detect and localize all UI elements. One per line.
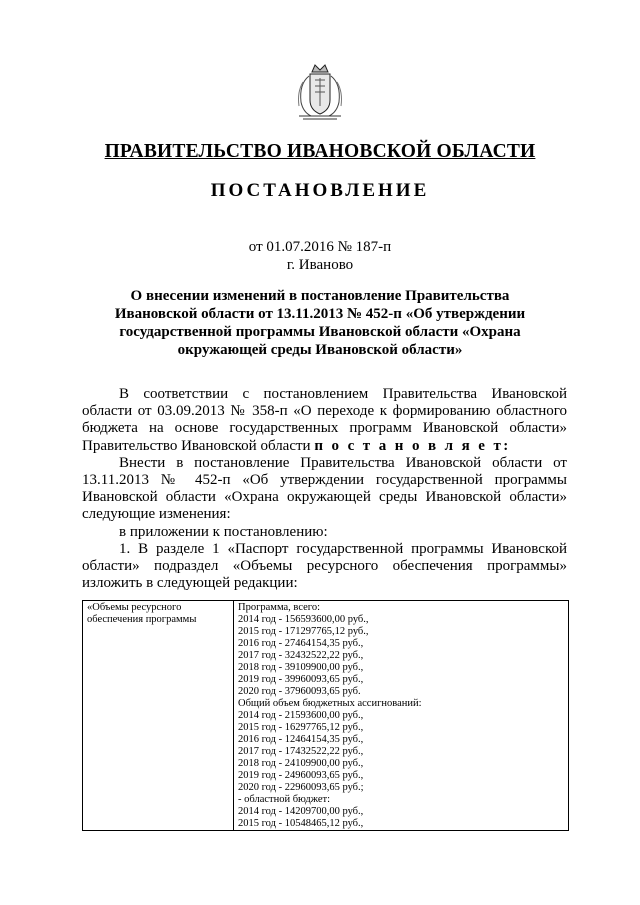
value-line: 2020 год - 37960093,65 руб. xyxy=(238,686,361,697)
subject-line: Ивановской области от 13.11.2013 № 452-п «Об утверждении xyxy=(114,306,526,322)
document-type: ПОСТАНОВЛЕНИЕ xyxy=(210,180,430,201)
value-line: 2016 год - 12464154,35 руб., xyxy=(238,734,364,745)
value-line: 2018 год - 39109900,00 руб., xyxy=(238,662,364,673)
label-line: «Объемы ресурсного xyxy=(87,602,182,613)
value-line: 2018 год - 24109900,00 руб., xyxy=(238,758,364,769)
value-line: 2019 год - 39960093,65 руб., xyxy=(238,674,364,685)
subject-line: О внесении изменений в постановление Правительства xyxy=(130,288,510,304)
organization-title: ПРАВИТЕЛЬСТВО ИВАНОВСКОЙ ОБЛАСТИ xyxy=(104,141,536,162)
table-row xyxy=(83,601,569,831)
city: г. Иваново xyxy=(286,257,354,273)
value-line: 2015 год - 16297765,12 руб., xyxy=(238,722,364,733)
value-line: 2014 год - 14209700,00 руб., xyxy=(238,806,364,817)
value-line: 2015 год - 171297765,12 руб., xyxy=(238,626,369,637)
value-line: 2017 год - 32432522,22 руб., xyxy=(238,650,364,661)
paragraph-appendix: в приложении к постановлению: xyxy=(119,523,328,540)
subject-line: государственной программы Ивановской области «Охрана xyxy=(119,324,521,340)
table-values-cell xyxy=(234,601,569,831)
date-number-block xyxy=(0,238,640,274)
subject-line: окружающей среды Ивановской области» xyxy=(177,342,463,358)
paragraph-preamble xyxy=(82,386,567,455)
paragraph-amend: Внести в постановление Правительства Ивановской области от 13.11.2013 № 452-п «Об утверждении государственной программы Ивановской области «Охрана окружающей среды Ивановской области» следующие изменения: xyxy=(82,454,567,523)
value-line: 2014 год - 156593600,00 руб., xyxy=(238,614,369,625)
value-line: Общий объем бюджетных ассигнований: xyxy=(238,698,422,709)
paragraph-section-1: 1. В разделе 1 «Паспорт государственной программы Ивановской области» подраздел «Объемы ресурсного обеспечения программы» изложить в следующей редакции: xyxy=(82,540,567,592)
document-subject xyxy=(80,287,560,359)
value-line: - областной бюджет: xyxy=(238,794,330,805)
resource-table xyxy=(82,600,569,831)
value-line: 2016 год - 27464154,35 руб., xyxy=(238,638,364,649)
value-line: 2019 год - 24960093,65 руб., xyxy=(238,770,364,781)
value-line: 2017 год - 17432522,22 руб., xyxy=(238,746,364,757)
document-body xyxy=(82,386,567,592)
resolves-word: п о с т а н о в л я е т: xyxy=(314,437,511,454)
value-line: 2015 год - 10548465,12 руб., xyxy=(238,818,364,829)
coat-of-arms-icon xyxy=(293,62,347,122)
date-number: от 01.07.2016 № 187-п xyxy=(248,239,392,255)
label-line: обеспечения программы xyxy=(87,614,197,625)
value-line: Программа, всего: xyxy=(238,602,320,613)
table-label-cell xyxy=(83,601,234,831)
preamble-text: В соответствии с постановлением Правительства Ивановской области от 03.09.2013 № 358-п «О переходе к формированию областного бюджета на основе государственных программ Ивановской области» Правительство Ивановской области xyxy=(82,386,567,454)
value-line: 2014 год - 21593600,00 руб., xyxy=(238,710,364,721)
value-line: 2020 год - 22960093,65 руб.; xyxy=(238,782,364,793)
